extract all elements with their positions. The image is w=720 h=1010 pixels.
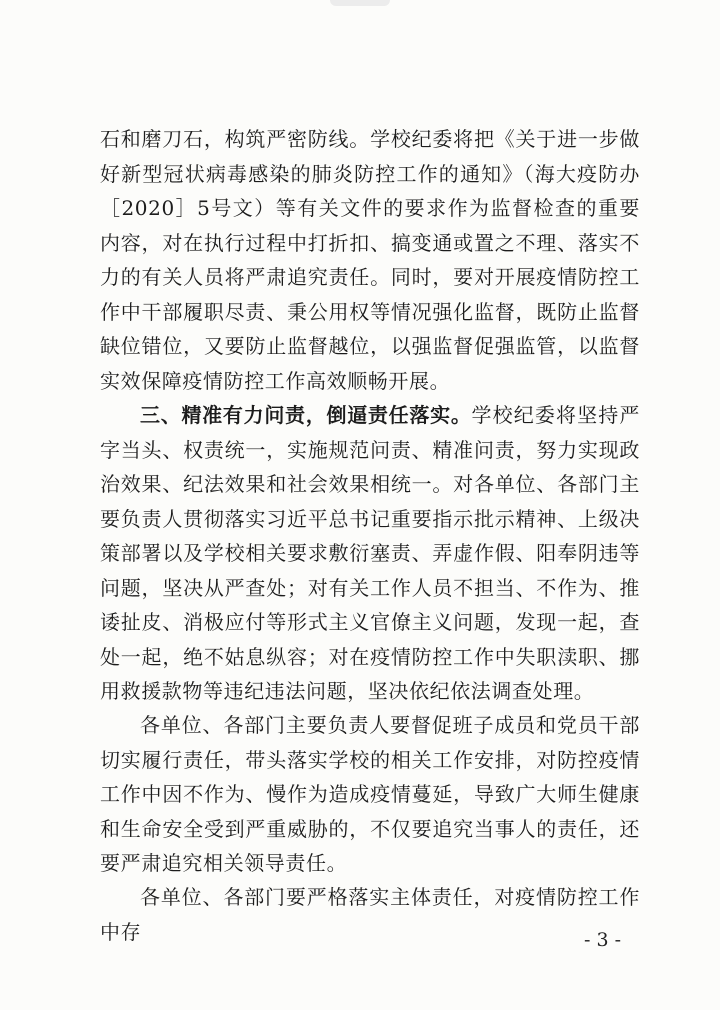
scan-mark <box>330 0 390 6</box>
page-number: - 3 - <box>584 929 622 951</box>
section-3-text <box>100 398 640 709</box>
paragraph-continuation <box>100 122 640 398</box>
main-responsibility-text: 各单位、各部门要严格落实主体责任，对疫情防控工作中存 <box>100 885 640 944</box>
section-3-body: 学校纪委将坚持严字当头、权责统一，实施规范问责、精准问责，努力实现政治效果、纪法效果和社会效果相统一。对各单位、各部门主要负责人贯彻落实习近平总书记重要指示批示精神、上级决策部署以及学校相关要求敷衍塞责、弄虚作假、阳奉阴违等问题，坚决从严查处；对有关工作人员不担当、不作为、推诿扯皮、消极应付等形式主义官僚主义问题，发现一起，查处一起，绝不姑息纵容；对在疫情防控工作中失职渎职、挪用救援款物等违纪违法问题，坚决依纪依法调查处理。 <box>100 403 640 703</box>
responsibility-text: 各单位、各部门主要负责人要督促班子成员和党员干部切实履行责任，带头落实学校的相关工作安排，对防控疫情工作中因不作为、慢作为造成疫情蔓延，导致广大师生健康和生命安全受到严重威胁的，不仅要追究当事人的责任，还要严肃追究相关领导责任。 <box>100 713 640 875</box>
responsibility-paragraph <box>100 708 640 881</box>
main-responsibility-paragraph <box>100 880 640 949</box>
section-3-paragraph <box>100 398 640 709</box>
paragraph-text: 石和磨刀石，构筑严密防线。学校纪委将把《关于进一步做好新型冠状病毒感染的肺炎防控工作的通知》（海大疫防办［2020］5号文）等有关文件的要求作为监督检查的重要内容，对在执行过程中打折扣、搞变通或置之不理、落实不力的有关人员将严肃追究责任。同时，要对开展疫情防控工作中干部履职尽责、秉公用权等情况强化监督，既防止监督缺位错位，又要防止监督越位，以强监督促强监管，以监督实效保障疫情防控工作高效顺畅开展。 <box>100 127 640 393</box>
section-3-heading: 三、精准有力问责，倒逼责任落实。 <box>140 403 472 427</box>
